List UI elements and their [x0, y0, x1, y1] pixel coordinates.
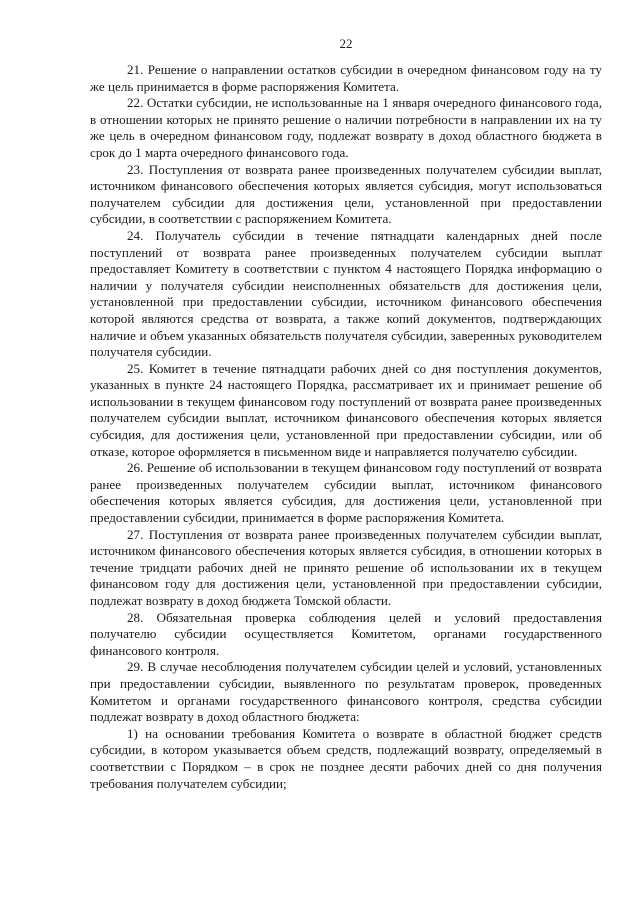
paragraph-23: 23. Поступления от возврата ранее произведенных получателем субсидии выплат, источником финансового обеспечения которых является субсидия, могут использоваться получателем субсидии для достижения цели, установленной при предоставлении субсидии, в соответствии с распоряжением Комитета. — [90, 161, 602, 227]
paragraph-24: 24. Получатель субсидии в течение пятнадцати календарных дней после поступлений от возврата ранее произведенных получателем субсидии выплат предоставляет Комитету в соответствии с пунктом 4 настоящего Порядка информацию о наличии у получателя субсидии неисполненных обязательств для достижения цели, установленной при предоставлении субсидии, источником финансового обеспечения которой являются средства от возврата, а также копий документов, подтверждающих наличие и объем указанных обязательств получателя субсидии, заверенных руководителем получателя субсидии. — [90, 227, 602, 360]
page-number: 22 — [339, 36, 353, 51]
paragraph-29: 29. В случае несоблюдения получателем субсидии целей и условий, установленных при предоставлении субсидии, выявленного по результатам проверок, проведенных Комитетом и органами государственного финансового контроля, средства субсидии подлежат возврату в доход областного бюджета: — [90, 659, 602, 725]
paragraph-27: 27. Поступления от возврата ранее произведенных получателем субсидии выплат, источником финансового обеспечения которых является субсидия, в отношении которых в течение тридцати рабочих дней не принято решение об использовании их в текущем финансовом году для достижения цели, установленной при предоставлении субсидии, подлежат возврату в доход бюджета Томской области. — [90, 526, 602, 608]
paragraph-25: 25. Комитет в течение пятнадцати рабочих дней со дня поступления документов, указанных в пункте 24 настоящего Порядка, рассматривает их и принимает решение об использовании в текущем финансовом году поступлений от возврата ранее произведенных получателем субсидии выплат, источником финансового обеспечения которых является субсидия, для достижения цели, установленной при предоставлении субсидии, или об отказе, которое оформляется в письменном виде и направляется получателю субсидии. — [90, 360, 602, 459]
document-page — [90, 36, 602, 792]
paragraph-21: 21. Решение о направлении остатков субсидии в очередном финансовом году на ту же цель принимается в форме распоряжения Комитета. — [90, 62, 602, 94]
paragraph-26: 26. Решение об использовании в текущем финансовом году поступлений от возврата ранее произведенных получателем субсидии выплат, источником финансового обеспечения которых является субсидия, для достижения цели, установленной при предоставлении субсидии, принимается в форме распоряжения Комитета. — [90, 460, 602, 526]
paragraph-22: 22. Остатки субсидии, не использованные на 1 января очередного финансового года, в отношении которых не принято решение о наличии потребности в направлении их на ту же цель в очередном финансовом году, подлежат возврату в доход областного бюджета в срок до 1 марта очередного финансового года. — [90, 95, 602, 160]
paragraph-29-item-1: 1) на основании требования Комитета о возврате в областной бюджет средств субсидии, в котором указывается объем средств, подлежащий возврату, определяемый в соответствии с Порядком – в срок не позднее десяти рабочих дней со дня получения требования получателем субсидии; — [90, 725, 602, 791]
paragraph-28: 28. Обязательная проверка соблюдения целей и условий предоставления получателю субсидии осуществляется Комитетом, органами государственного финансового контроля. — [90, 609, 602, 658]
